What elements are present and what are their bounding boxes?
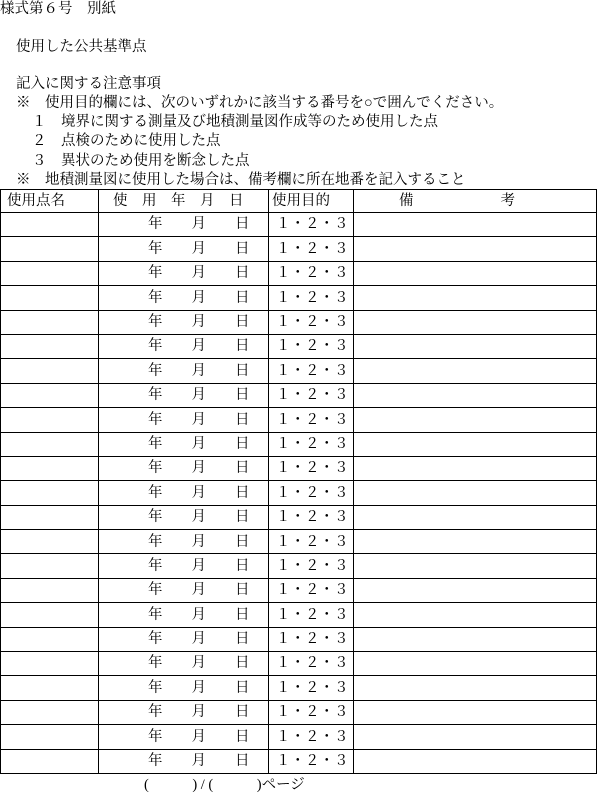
table-row	[1, 359, 597, 383]
point-name-cell	[1, 506, 99, 530]
remarks-cell	[354, 384, 597, 408]
purpose-cell	[269, 603, 354, 627]
usage-date-text: 年 月 日	[148, 411, 250, 428]
point-name-cell	[1, 213, 99, 237]
usage-date-cell	[99, 603, 269, 627]
usage-date-cell	[99, 335, 269, 359]
usage-date-text: 年 月 日	[148, 435, 250, 452]
usage-date-cell	[99, 384, 269, 408]
remarks-cell	[354, 603, 597, 627]
remarks-cell	[354, 213, 597, 237]
usage-date-text: 年 月 日	[148, 387, 250, 404]
point-name-cell	[1, 237, 99, 261]
purpose-cell	[269, 457, 354, 481]
remarks-cell	[354, 628, 597, 652]
usage-date-cell	[99, 554, 269, 578]
table-row	[1, 384, 597, 408]
usage-date-text: 年 月 日	[148, 216, 250, 233]
usage-date-text: 年 月 日	[148, 460, 250, 477]
purpose-cell	[269, 628, 354, 652]
usage-date-text: 年 月 日	[148, 753, 250, 770]
usage-date-cell	[99, 725, 269, 749]
remarks-cell	[354, 286, 597, 310]
remarks-cell	[354, 676, 597, 700]
purpose-options-text: １・２・３	[276, 411, 349, 428]
point-name-cell	[1, 701, 99, 725]
purpose-option-2: ２ 点検のために使用した点	[32, 133, 221, 150]
usage-date-cell	[99, 652, 269, 676]
table-row	[1, 457, 597, 481]
purpose-options-text: １・２・３	[276, 387, 349, 404]
point-name-cell	[1, 335, 99, 359]
point-name-cell	[1, 725, 99, 749]
purpose-options-text: １・２・３	[276, 704, 349, 721]
remarks-cell	[354, 530, 597, 554]
usage-date-text: 年 月 日	[148, 509, 250, 526]
point-name-cell	[1, 676, 99, 700]
table-row	[1, 213, 597, 237]
table-row	[1, 335, 597, 359]
remarks-cell	[354, 579, 597, 603]
purpose-options-text: １・２・３	[276, 631, 349, 648]
usage-date-text: 年 月 日	[148, 338, 250, 355]
purpose-cell	[269, 579, 354, 603]
remarks-cell	[354, 554, 597, 578]
page-indicator: ( ) / ( )ページ	[144, 777, 305, 793]
table-row	[1, 725, 597, 749]
usage-date-text: 年 月 日	[148, 728, 250, 745]
usage-date-cell	[99, 213, 269, 237]
usage-date-cell	[99, 359, 269, 383]
point-name-cell	[1, 554, 99, 578]
usage-date-text: 年 月 日	[148, 289, 250, 306]
table-row	[1, 676, 597, 700]
point-name-cell	[1, 579, 99, 603]
usage-date-cell	[99, 676, 269, 700]
purpose-options-text: １・２・３	[276, 460, 349, 477]
column-header-usage-date: 使 用 年 月 日	[99, 190, 269, 213]
remarks-cell	[354, 335, 597, 359]
purpose-cell	[269, 676, 354, 700]
table-row	[1, 433, 597, 457]
purpose-cell	[269, 506, 354, 530]
table-row	[1, 237, 597, 261]
usage-date-cell	[99, 530, 269, 554]
usage-date-cell	[99, 701, 269, 725]
usage-date-cell	[99, 286, 269, 310]
point-name-cell	[1, 530, 99, 554]
table-row	[1, 652, 597, 676]
point-name-cell	[1, 481, 99, 505]
remarks-cell	[354, 506, 597, 530]
point-name-cell	[1, 433, 99, 457]
purpose-options-text: １・２・３	[276, 582, 349, 599]
remarks-cell	[354, 237, 597, 261]
usage-date-text: 年 月 日	[148, 655, 250, 672]
purpose-options-text: １・２・３	[276, 533, 349, 550]
purpose-options-text: １・２・３	[276, 216, 349, 233]
table-row	[1, 262, 597, 286]
remarks-cell	[354, 262, 597, 286]
remarks-cell	[354, 457, 597, 481]
remarks-cell	[354, 359, 597, 383]
note-cadastral-instruction: ※ 地積測量図に使用した場合は、備考欄に所在地番を記入すること	[16, 171, 466, 188]
purpose-options-text: １・２・３	[276, 314, 349, 330]
column-header-purpose: 使用目的	[269, 190, 354, 213]
usage-date-cell	[99, 262, 269, 286]
purpose-option-1: １ 境界に関する測量及び地積測量図作成等のため使用した点	[32, 114, 438, 130]
point-name-cell	[1, 286, 99, 310]
remarks-cell	[354, 433, 597, 457]
purpose-cell	[269, 554, 354, 578]
column-header-point-name: 使用点名	[1, 190, 99, 213]
usage-date-text: 年 月 日	[148, 704, 250, 721]
table-header-row	[1, 190, 597, 213]
form-number: 様式第６号 別紙	[0, 1, 116, 17]
purpose-cell	[269, 652, 354, 676]
usage-date-text: 年 月 日	[148, 314, 250, 330]
remarks-cell	[354, 701, 597, 725]
purpose-cell	[269, 701, 354, 725]
point-name-cell	[1, 408, 99, 432]
purpose-options-text: １・２・３	[276, 289, 349, 306]
table-row	[1, 701, 597, 725]
table-row	[1, 603, 597, 627]
table-row	[1, 750, 597, 774]
notes-section	[0, 75, 597, 191]
usage-date-text: 年 月 日	[148, 533, 250, 550]
usage-date-text: 年 月 日	[148, 484, 250, 501]
table-row	[1, 530, 597, 554]
usage-date-cell	[99, 750, 269, 774]
remarks-cell	[354, 408, 597, 432]
usage-date-text: 年 月 日	[148, 631, 250, 648]
table-row	[1, 554, 597, 578]
usage-date-cell	[99, 237, 269, 261]
purpose-options-text: １・２・３	[276, 557, 349, 574]
usage-date-cell	[99, 506, 269, 530]
note-purpose-instruction: ※ 使用目的欄には、次のいずれかに該当する番号を○で囲んでください。	[16, 94, 504, 111]
purpose-cell	[269, 311, 354, 335]
purpose-cell	[269, 359, 354, 383]
table-row	[1, 506, 597, 530]
point-name-cell	[1, 262, 99, 286]
usage-date-cell	[99, 433, 269, 457]
purpose-cell	[269, 286, 354, 310]
point-name-cell	[1, 750, 99, 774]
remarks-cell	[354, 311, 597, 335]
usage-date-cell	[99, 457, 269, 481]
purpose-options-text: １・２・３	[276, 362, 349, 379]
usage-date-cell	[99, 579, 269, 603]
table-row	[1, 579, 597, 603]
usage-date-cell	[99, 481, 269, 505]
purpose-cell	[269, 481, 354, 505]
purpose-cell	[269, 725, 354, 749]
purpose-cell	[269, 408, 354, 432]
point-name-cell	[1, 603, 99, 627]
purpose-cell	[269, 335, 354, 359]
remarks-cell	[354, 652, 597, 676]
purpose-options-text: １・２・３	[276, 679, 349, 696]
purpose-cell	[269, 530, 354, 554]
usage-date-cell	[99, 408, 269, 432]
purpose-options-text: １・２・３	[276, 240, 349, 257]
purpose-options-text: １・２・３	[276, 265, 349, 282]
purpose-options-text: １・２・３	[276, 606, 349, 623]
table-row	[1, 286, 597, 310]
remarks-cell	[354, 481, 597, 505]
remarks-cell	[354, 725, 597, 749]
purpose-cell	[269, 750, 354, 774]
table-row	[1, 408, 597, 432]
purpose-option-3: ３ 異状のため使用を断念した点	[32, 152, 250, 169]
purpose-cell	[269, 262, 354, 286]
column-header-remarks: 備 考	[354, 190, 597, 213]
usage-date-text: 年 月 日	[148, 362, 250, 379]
point-name-cell	[1, 311, 99, 335]
point-name-cell	[1, 359, 99, 383]
usage-date-cell	[99, 628, 269, 652]
purpose-cell	[269, 213, 354, 237]
point-name-cell	[1, 628, 99, 652]
purpose-options-text: １・２・３	[276, 435, 349, 452]
purpose-options-text: １・２・３	[276, 655, 349, 672]
usage-date-text: 年 月 日	[148, 606, 250, 623]
usage-date-text: 年 月 日	[148, 265, 250, 282]
document-title: 使用した公共基準点	[16, 38, 147, 55]
table-row	[1, 311, 597, 335]
table-row	[1, 628, 597, 652]
usage-date-text: 年 月 日	[148, 679, 250, 696]
purpose-options-text: １・２・３	[276, 338, 349, 355]
usage-date-text: 年 月 日	[148, 240, 250, 257]
purpose-options-text: １・２・３	[276, 753, 349, 770]
table-row	[1, 481, 597, 505]
purpose-cell	[269, 384, 354, 408]
purpose-cell	[269, 433, 354, 457]
usage-date-text: 年 月 日	[148, 582, 250, 599]
remarks-cell	[354, 750, 597, 774]
purpose-options-text: １・２・３	[276, 484, 349, 501]
usage-date-cell	[99, 311, 269, 335]
usage-date-text: 年 月 日	[148, 557, 250, 574]
purpose-options-text: １・２・３	[276, 509, 349, 526]
point-name-cell	[1, 457, 99, 481]
point-name-cell	[1, 652, 99, 676]
reference-point-table	[0, 189, 597, 774]
point-name-cell	[1, 384, 99, 408]
purpose-options-text: １・２・３	[276, 728, 349, 745]
notes-heading: 記入に関する注意事項	[16, 75, 161, 92]
purpose-cell	[269, 237, 354, 261]
